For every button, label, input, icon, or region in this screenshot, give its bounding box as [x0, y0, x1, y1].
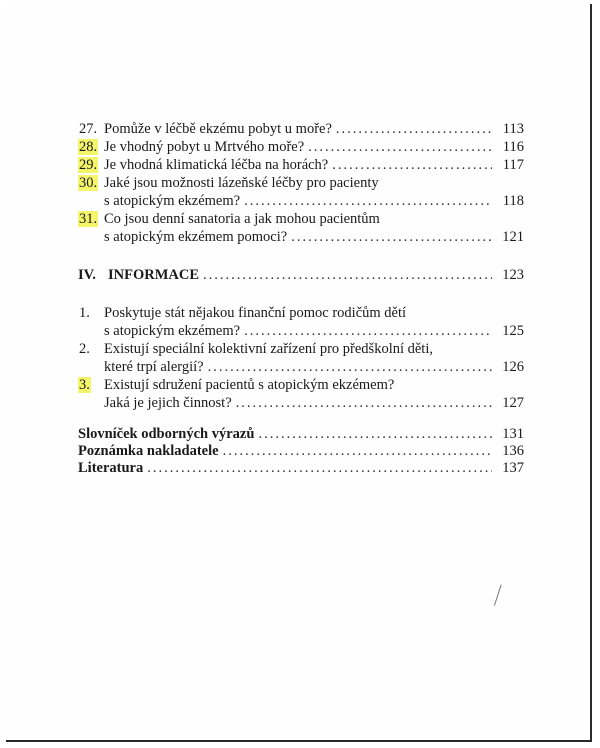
entry-title: Poznámka nakladatele — [78, 443, 219, 459]
leader-dots — [308, 138, 492, 156]
toc-entry-28[interactable] — [78, 138, 524, 156]
leader-dots — [336, 120, 492, 138]
leader-dots — [203, 266, 492, 284]
entry-page: 116 — [502, 139, 524, 155]
leader-dots — [147, 460, 492, 477]
entry-title-line2: s atopickým ekzémem pomoci? — [104, 229, 288, 245]
book-page — [6, 4, 592, 742]
entry-page: 117 — [502, 157, 524, 173]
entry-title: Slovníček odborných výrazů — [78, 426, 255, 442]
entry-number-highlighted: 3. — [79, 377, 90, 393]
section-page: 123 — [502, 267, 524, 283]
toc-entry-31[interactable] — [78, 210, 524, 246]
leader-dots — [244, 192, 492, 210]
entry-page: 131 — [502, 426, 524, 442]
part4-list — [78, 304, 524, 412]
toc-entry-29[interactable] — [78, 156, 524, 174]
entry-title-line1: Poskytuje stát nějakou finanční pomoc rodičům dětí — [104, 305, 407, 321]
toc-entry-glossary[interactable] — [78, 426, 524, 443]
entry-title-line1: Existují speciální kolektivní zařízení pro předškolní děti, — [104, 341, 433, 357]
entry-page: 125 — [502, 323, 524, 339]
section-heading-iv[interactable] — [78, 266, 524, 284]
entry-title: Pomůže v léčbě ekzému pobyt u moře? — [104, 121, 332, 137]
entry-page: 113 — [502, 121, 524, 137]
toc-entry-1[interactable] — [78, 304, 524, 340]
table-of-contents — [78, 120, 524, 477]
entry-number: 27. — [79, 121, 98, 137]
entry-number-highlighted: 31. — [79, 211, 98, 227]
entry-page: 118 — [502, 193, 524, 209]
entry-number-highlighted: 28. — [79, 139, 98, 155]
entry-title: Je vhodný pobyt u Mrtvého moře? — [104, 139, 305, 155]
toc-entry-2[interactable] — [78, 340, 524, 376]
entry-title-line1: Co jsou denní sanatoria a jak mohou pacientům — [104, 211, 380, 227]
leader-dots — [236, 394, 492, 412]
entry-number-highlighted: 29. — [79, 157, 98, 173]
leader-dots — [208, 358, 492, 376]
toc-entry-3[interactable] — [78, 376, 524, 412]
entry-title-line2: s atopickým ekzémem? — [104, 323, 241, 339]
entry-title: Literatura — [78, 460, 144, 476]
back-matter-list — [78, 426, 524, 477]
toc-entry-publisher-note[interactable] — [78, 443, 524, 460]
part3-list — [78, 120, 524, 246]
leader-dots — [332, 156, 492, 174]
entry-page: 137 — [502, 460, 524, 476]
section-title: INFORMACE — [108, 267, 200, 283]
leader-dots — [244, 322, 492, 340]
leader-dots — [291, 228, 492, 246]
entry-title-line2: Jaká je jejich činnost? — [104, 395, 232, 411]
leader-dots — [258, 426, 492, 443]
toc-entry-literature[interactable] — [78, 460, 524, 477]
entry-page: 127 — [502, 395, 524, 411]
toc-entry-30[interactable] — [78, 174, 524, 210]
entry-title-line2: s atopickým ekzémem? — [104, 193, 241, 209]
entry-page: 136 — [502, 443, 524, 459]
entry-page: 126 — [502, 359, 524, 375]
entry-title-line2: které trpí alergií? — [104, 359, 204, 375]
entry-title-line1: Existují sdružení pacientů s atopickým ekzémem? — [104, 377, 395, 393]
toc-entry-27[interactable] — [78, 120, 524, 138]
entry-number: 2. — [79, 341, 90, 357]
pencil-mark — [494, 585, 513, 610]
entry-page: 121 — [502, 229, 524, 245]
leader-dots — [223, 443, 492, 460]
entry-number: 1. — [79, 305, 90, 321]
entry-title-line1: Jaké jsou možnosti lázeňské léčby pro pacienty — [104, 175, 379, 191]
section-number: IV. — [78, 267, 96, 283]
entry-number-highlighted: 30. — [79, 175, 98, 191]
entry-title: Je vhodná klimatická léčba na horách? — [104, 157, 329, 173]
